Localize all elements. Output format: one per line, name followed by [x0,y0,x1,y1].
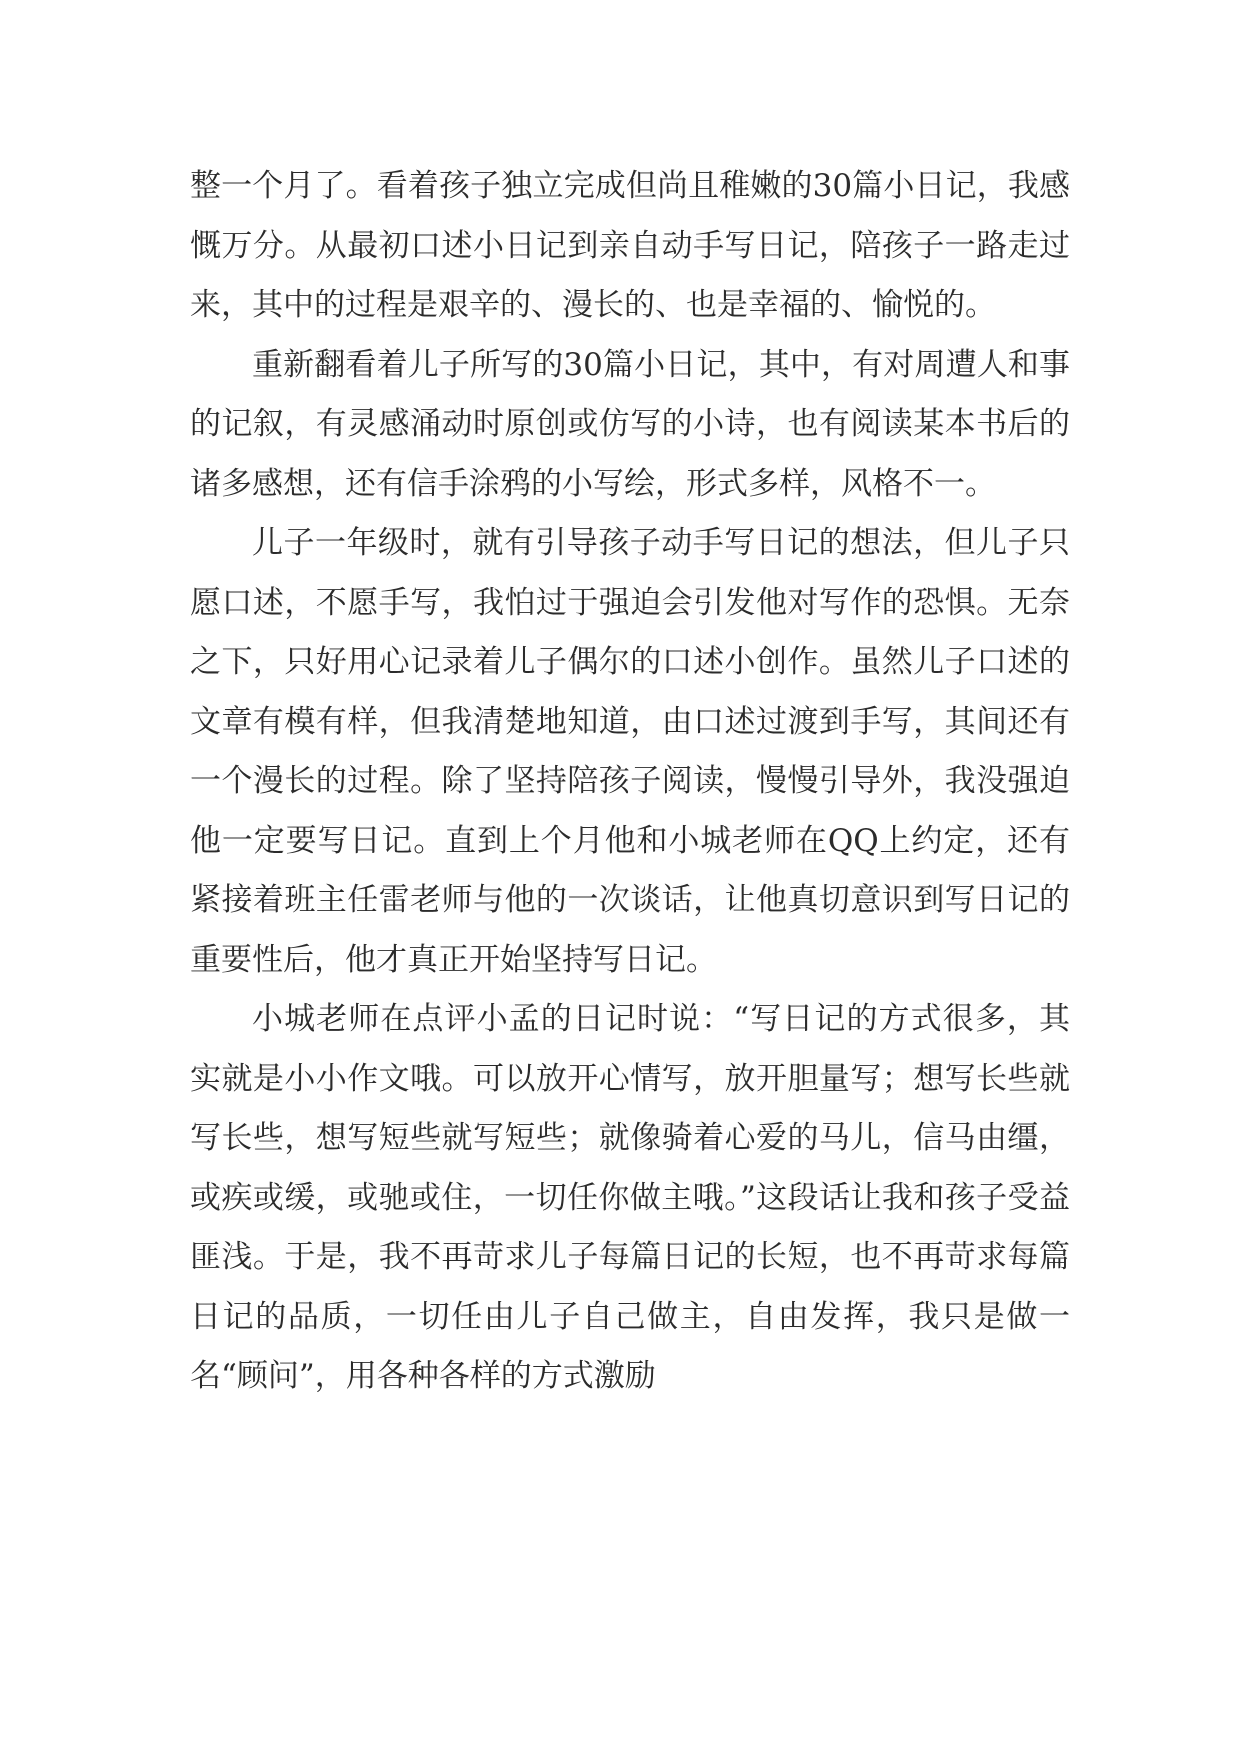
paragraph-4: 小城老师在点评小孟的日记时说：“写日记的方式很多，其实就是小小作文哦。可以放开心情写，放开胆量写；想写长些就写长些，想写短些就写短些；就像骑着心爱的马儿，信马由缰，或疾或缓，或驰或住，一切任你做主哦。”这段话让我和孩子受益匪浅。于是，我不再苛求儿子每篇日记的长短，也不再苛求每篇日记的品质，一切任由儿子自己做主，自由发挥，我只是做一名“顾问”，用各种各样的方式激励 [190,1001,1070,1394]
paragraph-1: 整一个月了。看着孩子独立完成但尚且稚嫩的30篇小日记，我感慨万分。从最初口述小日记到亲自动手写日记，陪孩子一路走过来，其中的过程是艰辛的、漫长的、也是幸福的、愉悦的。 [190,168,1070,323]
paragraph-2: 重新翻看着儿子所写的30篇小日记，其中，有对周遭人和事的记叙，有灵感涌动时原创或仿写的小诗，也有阅读某本书后的诸多感想，还有信手涂鸦的小写绘，形式多样，风格不一。 [190,346,1070,502]
document-body [190,157,1070,1407]
paragraph-3: 儿子一年级时，就有引导孩子动手写日记的想法，但儿子只愿口述，不愿手写，我怕过于强迫会引发他对写作的恐惧。无奈之下，只好用心记录着儿子偶尔的口述小创作。虽然儿子口述的文章有模有样，但我清楚地知道，由口述过渡到手写，其间还有一个漫长的过程。除了坚持陪孩子阅读，慢慢引导外，我没强迫他一定要写日记。直到上个月他和小城老师在QQ上约定，还有紧接着班主任雷老师与他的一次谈话，让他真切意识到写日记的重要性后，他才真正开始坚持写日记。 [190,525,1070,978]
